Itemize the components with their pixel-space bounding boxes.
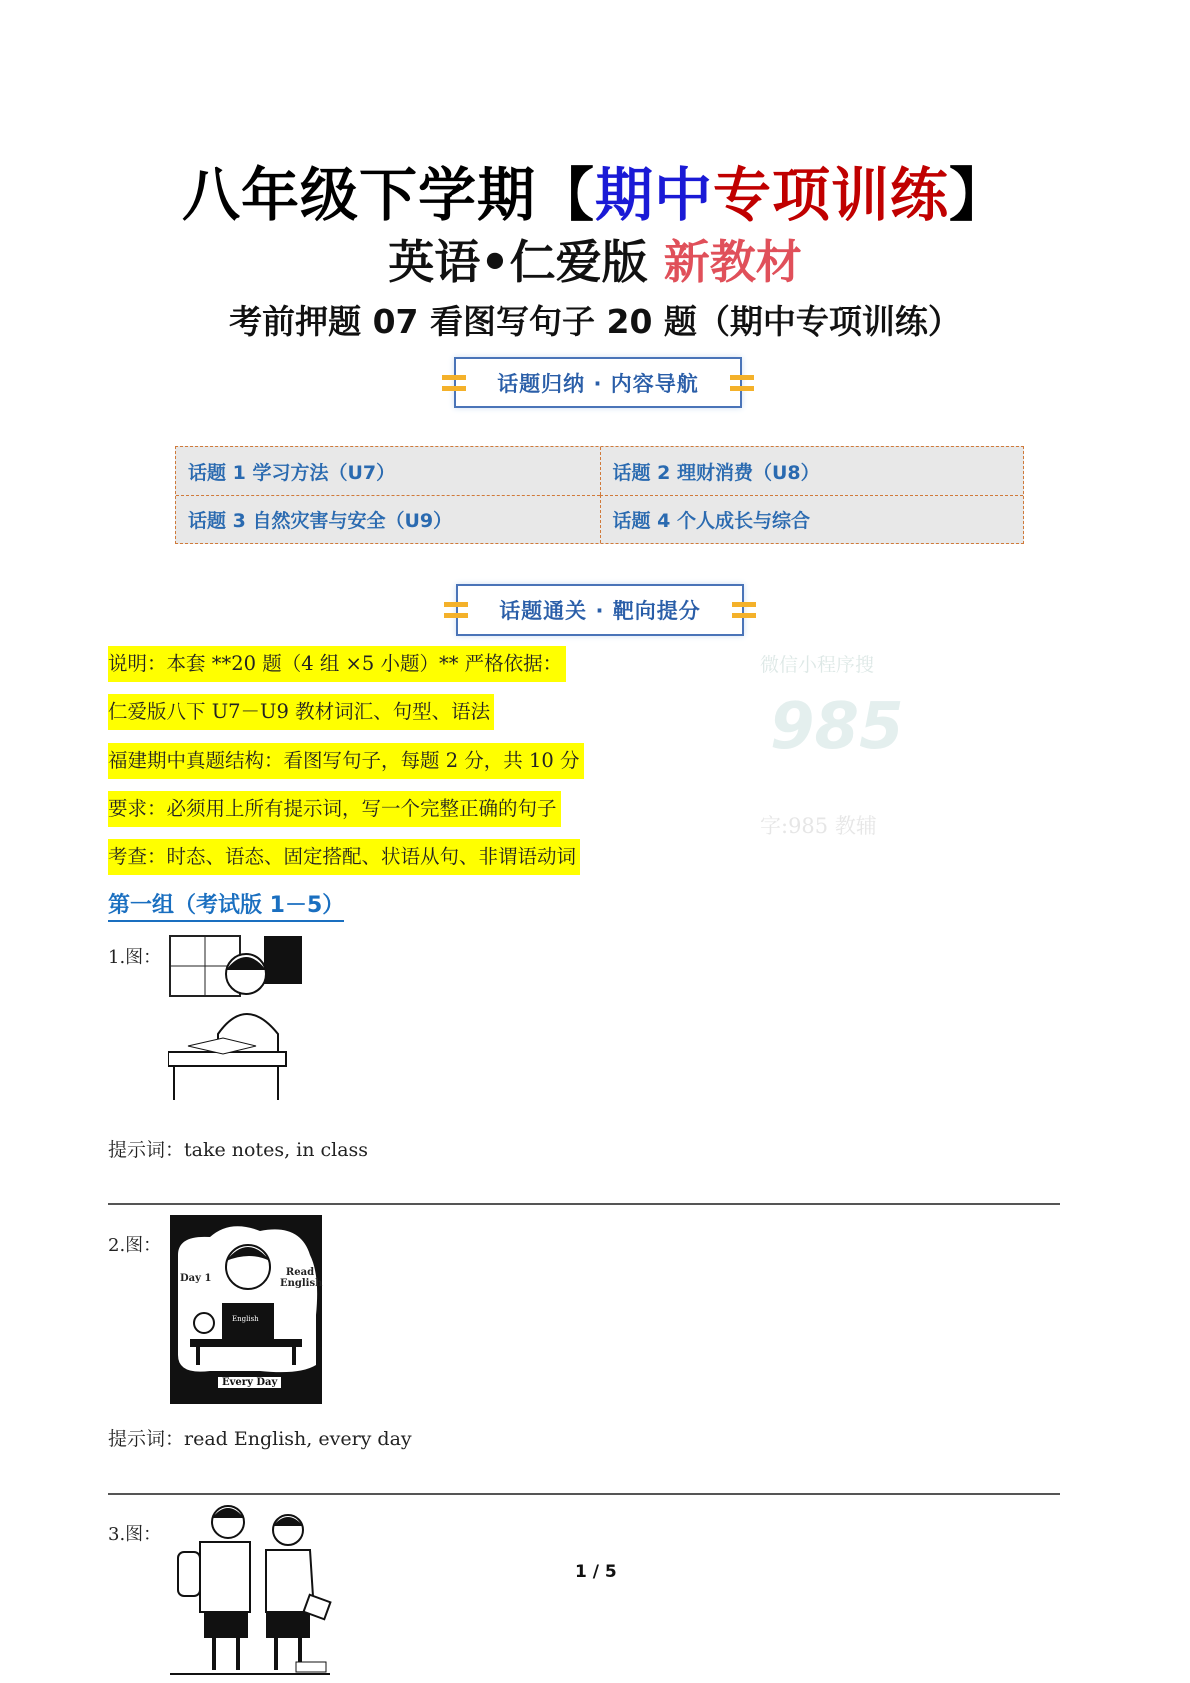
image-caption: Read English (280, 1267, 323, 1289)
equals-icon (444, 602, 468, 618)
note-line: 考查：时态、语态、固定搭配、状语从句、非谓语动词 (108, 839, 580, 875)
question-hint: 提示词：read English, every day (108, 1428, 412, 1450)
note-line: 福建期中真题结构：看图写句子，每题 2 分，共 10 分 (108, 743, 584, 779)
nav-banner-topics (454, 357, 742, 408)
equals-icon (732, 602, 756, 618)
answer-line[interactable] (108, 1203, 1060, 1205)
page-number: 1 / 5 (575, 1562, 617, 1582)
watermark-text: 字:985 教辅 (760, 814, 877, 838)
equals-icon (442, 375, 466, 391)
note-line: 说明：本套 **20 题（4 组 ×5 小题）** 严格依据： (108, 646, 566, 682)
topic-table (175, 446, 1024, 544)
topic-cell: 话题 3 自然灾害与安全（U9） (176, 495, 600, 543)
nav-banner-label: 话题通关 · 靶向提分 (499, 599, 701, 623)
boy-reading-illustration (170, 1215, 322, 1404)
note-line: 要求：必须用上所有提示词，写一个完整正确的句子 (108, 791, 561, 827)
image-caption: English (232, 1315, 259, 1323)
image-caption: Day 1 (180, 1273, 212, 1284)
document-subtitle: 英语•仁爱版 新教材 (388, 235, 802, 289)
topic-cell: 话题 4 个人成长与综合 (600, 495, 1024, 543)
nav-banner-practice (456, 584, 744, 636)
watermark-text: 微信小程序搜 (760, 654, 875, 676)
question-label: 1.图： (108, 947, 162, 968)
group-heading-link[interactable]: 第一组（考试版 1－5） (108, 892, 344, 922)
topic-cell: 话题 2 理财消费（U8） (600, 447, 1024, 495)
question-label: 2.图： (108, 1235, 162, 1256)
question-image-reading-english (170, 1215, 322, 1404)
question-label: 3.图： (108, 1524, 162, 1545)
document-heading: 考前押题 07 看图写句子 20 题（期中专项训练） (229, 302, 961, 341)
question-image-student-taking-notes (168, 934, 303, 1100)
equals-icon (730, 375, 754, 391)
answer-line[interactable] (108, 1493, 1060, 1495)
document-title: 八年级下学期【期中专项训练】 (181, 161, 1009, 229)
question-hint: 提示词：take notes, in class (108, 1139, 369, 1161)
image-caption: Every Day (218, 1377, 281, 1388)
topic-cell: 话题 1 学习方法（U7） (188, 461, 396, 484)
note-line: 仁爱版八下 U7－U9 教材词汇、句型、语法 (108, 694, 494, 730)
nav-banner-label: 话题归纳 · 内容导航 (497, 371, 699, 396)
question-image-two-students (170, 1502, 335, 1683)
watermark-logo: 985 (770, 690, 904, 764)
